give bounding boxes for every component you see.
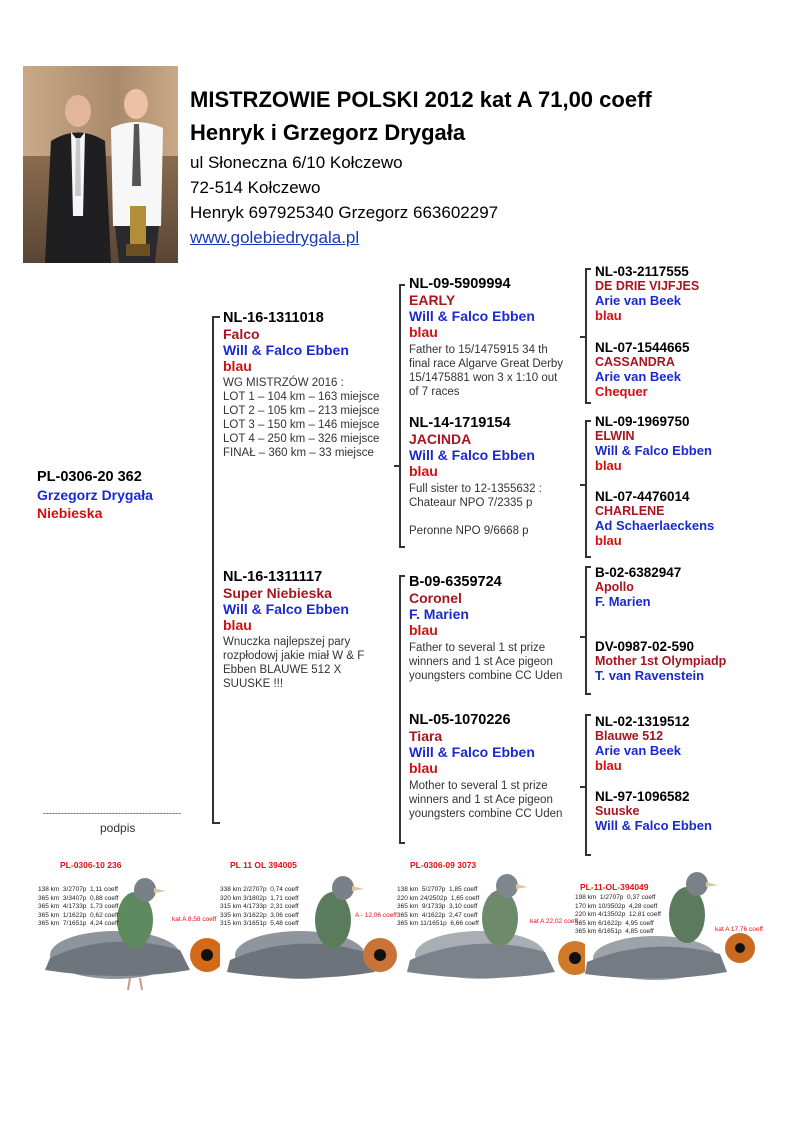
pedigree-breeder: Arie van Beek [595, 293, 681, 308]
phone-numbers: Henryk 697925340 Grzegorz 663602297 [190, 203, 499, 222]
granddam-maternal [409, 712, 584, 821]
bracket-line [399, 842, 405, 844]
subject-owner: Grzegorz Drygała [37, 487, 153, 503]
pedigree-breeder: Arie van Beek [595, 369, 681, 384]
pedigree-notes: Full sister to 12-1355632 : Chateaur NPO 7/2335 p Peronne NPO 9/6668 p [409, 483, 542, 537]
pedigree-breeder: Will & Falco Ebben [223, 601, 349, 617]
subject-pigeon [37, 469, 153, 521]
pedigree-ring: NL-97-1096582 [595, 789, 690, 804]
pedigree-name: Tiara [409, 728, 443, 744]
pedigree-notes: WG MISTRZÓW 2016 : LOT 1 – 104 km – 163 miejsce LOT 2 – 105 km – 213 miejsce LOT 3 – 150 km – 146 miejsce LOT 4 – 250 km – 326 miejsce FINAŁ – 360 km – 33 miejsce [223, 377, 380, 459]
bracket-line [212, 822, 220, 824]
bracket-line [399, 575, 405, 577]
pedigree-colour: blau [409, 760, 438, 776]
pedigree-name: Mother 1st Olympiadp [595, 654, 727, 668]
pedigree-breeder: Will & Falco Ebben [595, 443, 712, 458]
pedigree-ring: NL-14-1719154 [409, 415, 511, 431]
pedigree-breeder: Will & Falco Ebben [409, 308, 535, 324]
pedigree-notes: Mother to several 1 st prize winners and 1 st Ace pigeon youngsters combine CC Uden [409, 780, 563, 820]
bracket-line [585, 420, 587, 557]
pigeon-coeff: A - 12,06 coeff [355, 912, 397, 919]
signature-line: ---------------------------------------------- [43, 808, 181, 818]
pedigree-breeder: Arie van Beek [595, 743, 681, 758]
bracket-line [585, 854, 591, 856]
great-grandparent [595, 565, 681, 609]
pedigree-colour: blau [409, 324, 438, 340]
city-address: 72-514 Kołczewo [190, 178, 321, 197]
sire [223, 310, 393, 460]
pedigree-name: EARLY [409, 292, 456, 308]
grandsire-maternal [409, 574, 584, 683]
pedigree-name: Apollo [595, 580, 634, 594]
pedigree-colour: Chequer [595, 384, 648, 399]
bracket-line [212, 316, 220, 318]
subject-ring: PL-0306-20 362 [37, 469, 142, 485]
pigeon-coeff: kat A 8,58 coeff [172, 916, 217, 923]
bracket-line [585, 268, 591, 270]
bracket-line [585, 556, 591, 558]
pedigree-colour: blau [223, 617, 252, 633]
pedigree-name: ELWIN [595, 429, 635, 443]
pedigree-colour: blau [223, 358, 252, 374]
pedigree-breeder: Will & Falco Ebben [595, 818, 712, 833]
owners-photo [23, 66, 178, 263]
pedigree-breeder: F. Marien [595, 594, 651, 609]
pedigree-notes: Wnuczka najlepszej pary rozpłodowj jakie miał W & F Ebben BLAUWE 512 X SUUSKE !!! [223, 636, 365, 690]
bracket-line [585, 714, 591, 716]
pigeon-label: PL-0306-10 236 [60, 860, 122, 870]
pigeon-stats: 338 km 2/2707p 0,74 coeff 320 km 3/1802p 1,71 coeff 315 km 4/1733p 2,31 coeff 335 km 3/1622p 3,06 coeff 315 km 3/1651p 5,48 coeff [220, 886, 299, 927]
pedigree-ring: NL-07-4476014 [595, 489, 690, 504]
great-grandparent [595, 789, 712, 833]
pedigree-colour: blau [595, 758, 622, 773]
pedigree-breeder: T. van Ravenstein [595, 668, 705, 683]
pedigree-name: Super Niebieska [223, 585, 332, 601]
pedigree-ring: NL-09-5909994 [409, 276, 511, 292]
pedigree-ring: DV-0987-02-590 [595, 639, 695, 654]
pedigree-ring: NL-16-1311117 [223, 569, 323, 585]
website-link[interactable]: www.golebiedrygala.pl [190, 228, 360, 247]
pigeon-label: PL-11-OL-394049 [580, 882, 649, 892]
bracket-line [585, 714, 587, 855]
pedigree-colour: blau [595, 533, 622, 548]
pigeon-photo [395, 860, 585, 995]
subject-colour: Niebieska [37, 505, 103, 521]
pedigree-ring: B-09-6359724 [409, 574, 502, 590]
great-grandparent [595, 414, 712, 473]
pedigree-ring: NL-03-2117555 [595, 264, 689, 279]
pedigree-name: Coronel [409, 590, 462, 606]
bracket-line [585, 693, 591, 695]
pigeon-photo [215, 860, 405, 995]
bracket-line [399, 546, 405, 548]
pedigree-breeder: Will & Falco Ebben [409, 447, 535, 463]
pedigree-ring: NL-02-1319512 [595, 714, 690, 729]
pedigree-breeder: Will & Falco Ebben [409, 744, 535, 760]
bracket-line [585, 420, 591, 422]
great-grandparent [595, 489, 714, 548]
bracket-line [394, 465, 400, 467]
pedigree-colour: blau [409, 463, 438, 479]
owners-name: Henryk i Grzegorz Drygała [190, 120, 466, 145]
pedigree-name: Blauwe 512 [595, 729, 664, 743]
pedigree-name: Falco [223, 326, 260, 342]
pedigree-ring: NL-09-1969750 [595, 414, 690, 429]
bracket-line [399, 284, 401, 547]
great-grandparent [595, 340, 690, 399]
pigeon-stats: 138 km 5/2707p 1,85 coeff 220 km 24/2502p 1,65 coeff 365 km 9/1733p 3,10 coeff 365 km 4/1622p 2,47 coeff 365 km 11/1651p 6,66 coeff [397, 886, 480, 927]
pedigree-name: Suuske [595, 804, 640, 818]
pedigree-breeder: F. Marien [409, 606, 469, 622]
bracket-line [212, 316, 214, 823]
page-title: MISTRZOWIE POLSKI 2012 kat A 71,00 coeff [190, 87, 652, 112]
pigeon-photo [575, 860, 765, 995]
signature-label: podpis [100, 821, 136, 835]
pedigree-colour: blau [595, 308, 622, 323]
bracket-line [585, 566, 591, 568]
grandsire-paternal [409, 276, 584, 399]
pigeon-label: PL 11 OL 394005 [230, 860, 297, 870]
pigeon-label: PL-0306-09 3073 [410, 860, 477, 870]
pedigree-name: CHARLENE [595, 504, 665, 518]
pedigree-breeder: Will & Falco Ebben [223, 342, 349, 358]
granddam-paternal [409, 415, 584, 538]
pedigree-colour: blau [409, 622, 438, 638]
pigeon-coeff: kat A 22,02 coeff [530, 918, 578, 925]
bracket-line [585, 566, 587, 694]
great-grandparent [595, 714, 690, 773]
bracket-line [585, 402, 591, 404]
pigeon-stats: 138 km 3/2707p 1,11 coeff 365 km 3/3407p 0,88 coeff 365 km 4/1733p 1,73 coeff 365 km 1/1622p 0,62 coeff 365 km 7/1651p 4,24 coeff [38, 886, 119, 927]
pedigree-colour: blau [595, 458, 622, 473]
pedigree-notes: Father to several 1 st prize winners and 1 st Ace pigeon youngsters combine CC Uden [409, 642, 563, 682]
pedigree-name: JACINDA [409, 431, 472, 447]
great-grandparent [595, 639, 726, 683]
pedigree-ring: B-02-6382947 [595, 565, 682, 580]
pedigree-ring: NL-05-1070226 [409, 712, 511, 728]
pigeon-stats: 198 km 1/2707p 0,37 coeff 170 km 10/3502p 4,28 coeff 220 km 4/13502p 12,81 coeff 365 km 6/1622p 4,95 coeff 365 km 6/1651p 4,85 coeff [575, 894, 661, 935]
street-address: ul Słoneczna 6/10 Kołczewo [190, 153, 403, 172]
bracket-line [399, 575, 401, 843]
pedigree-breeder: Ad Schaerlaeckens [595, 518, 715, 533]
pedigree-name: CASSANDRA [595, 355, 675, 369]
pigeon-coeff: kat A 17,76 coeff [715, 926, 763, 933]
great-grandparent [595, 264, 699, 323]
pedigree-ring: NL-16-1311018 [223, 310, 324, 326]
pedigree-notes: Father to 15/1475915 34 th final race Algarve Great Derby 15/1475881 won 3 x 1:10 out of 7 races [409, 344, 564, 398]
dam [223, 569, 393, 691]
pedigree-name: DE DRIE VIJFJES [595, 279, 700, 293]
pedigree-ring: NL-07-1544665 [595, 340, 690, 355]
pigeon-photo [30, 860, 220, 995]
bracket-line [399, 284, 405, 286]
